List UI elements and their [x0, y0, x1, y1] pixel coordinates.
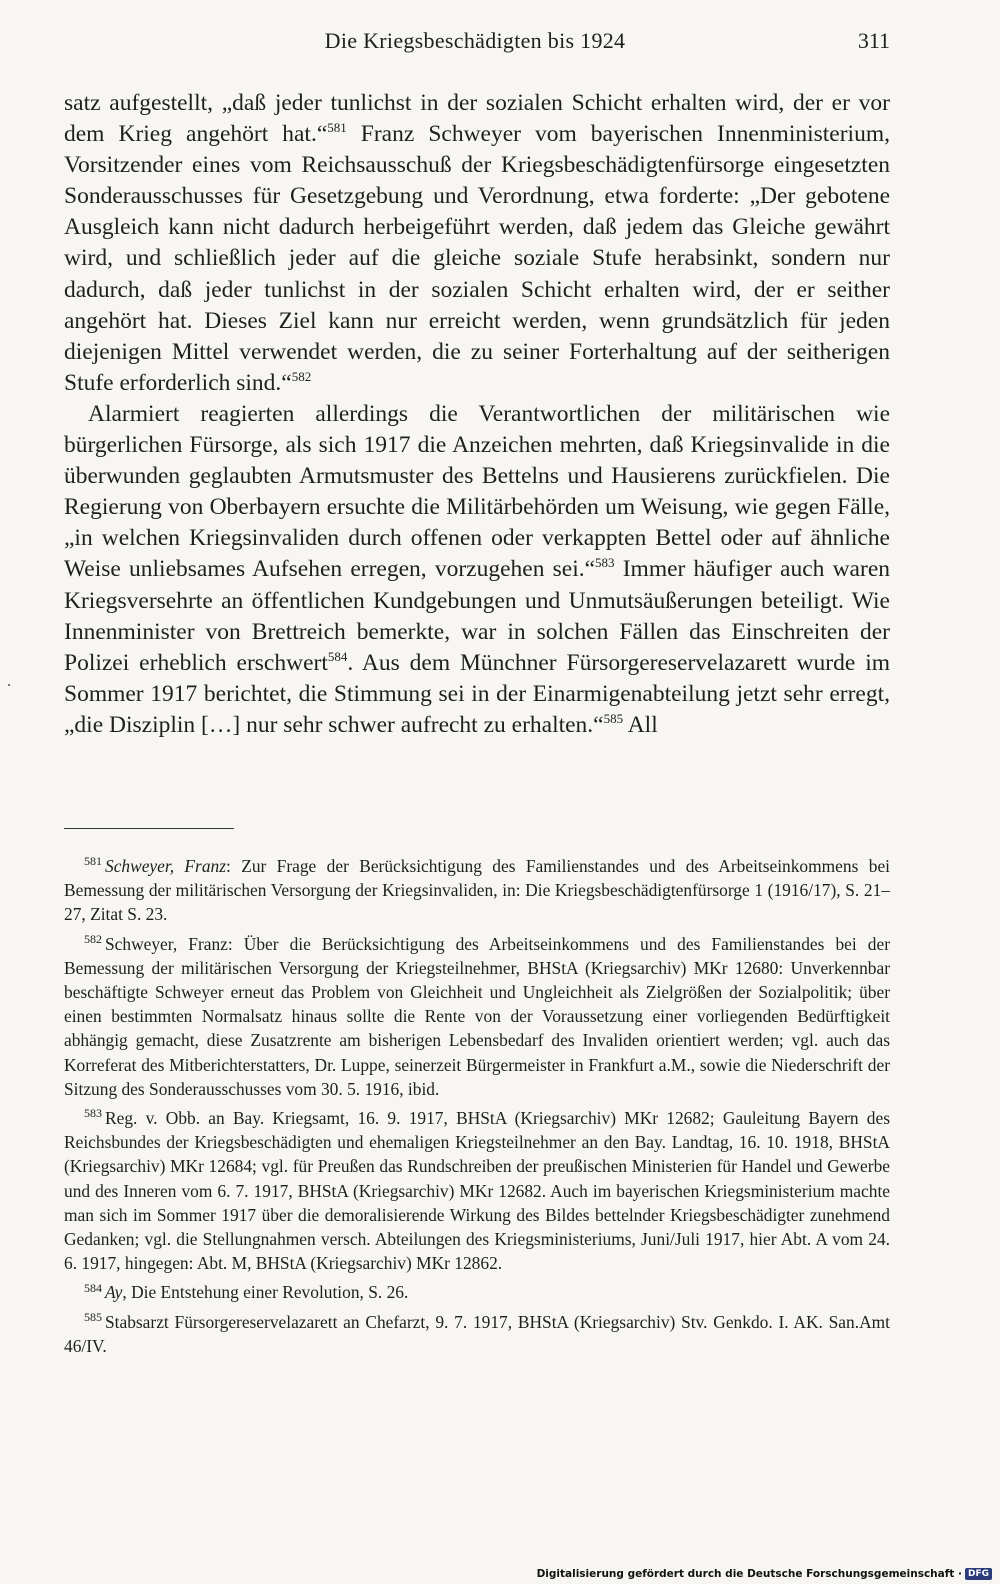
footnotes: [64, 854, 890, 1363]
footnote-ref-584: 584: [327, 648, 348, 664]
footnote-number: 583: [84, 1106, 102, 1121]
paragraph-1-part-a: satz aufgestellt, „daß jeder tunlichst in der sozialen Schicht erhalten wird, der er vor dem Krieg angehört hat.“: [64, 90, 890, 148]
footnote-text: Stabsarzt Fürsorgereservelazarett an Chefarzt, 9. 7. 1917, BHStA (Kriegsarchiv) Stv. Genkdo. I. AK. San.Amt 46/IV.: [64, 1311, 890, 1356]
footnote-583: [64, 1106, 890, 1275]
footnote-number: 584: [84, 1280, 102, 1295]
body-text: [64, 88, 890, 741]
footnote-ref-581: 581: [327, 120, 347, 136]
page-number: 311: [857, 28, 890, 53]
paragraph-2-part-a: Alarmiert reagierten allerdings die Verantwortlichen der militärischen wie bürgerlichen Fürsorge, als sich 1917 die Anzeichen mehrten, daß Kriegsinvalide in die überwunden geglaubten Armutsmuster des Bettelns und Hausierens zurückfielen. Die Regierung von Oberbayern ersuchte die Militärbehörden um Weisung, wie gegen Fälle, „in welchen Kriegsinvaliden durch offenen oder verkappten Bettel oder auf ähnliche Weise unliebsames Aufsehen erregen, vorzugehen sei.“: [64, 400, 890, 583]
paragraph-2: [64, 399, 890, 741]
footnote-number: 581: [84, 854, 102, 869]
dfg-logo-icon: DFG: [965, 1568, 992, 1580]
running-head: [60, 28, 890, 60]
scan-speck: [8, 684, 10, 686]
footnote-582: [64, 932, 890, 1101]
paragraph-2-part-c: . Aus dem Münchner Fürsorgereservelazarett wurde im Sommer 1917 berichtet, die Stimmung sei in der Einarmigenabteilung jetzt sehr erregt, „die Disziplin […] nur sehr schwer aufrecht zu erhalten.“: [64, 649, 890, 738]
credit-text: Digitalisierung gefördert durch die Deutsche Forschungsgemeinschaft ·: [536, 1568, 962, 1580]
footnote-author: Ay: [105, 1282, 123, 1303]
footnote-text: Reg. v. Obb. an Bay. Kriegsamt, 16. 9. 1917, BHStA (Kriegsarchiv) MKr 12682; Gauleitung Bayern des Reichsbundes der Kriegsbeschädigten und ehemaligen Kriegsteilnehmer an den Bay. Landtag, 16. 10. 1918, BHStA (Kriegsarchiv) MKr 12684; vgl. für Preußen das Rundschreiben der preußischen Ministerien für Handel und Gewerbe und des Inneren vom 6. 7. 1917, BHStA (Kriegsarchiv) MKr 12682. Auch im bayerischen Kriegsministerium machte man sich im Sommer 1917 über die demoralisierende Wirkung des Bildes bettelnder Kriegsbeschädigter zunehmend Gedanken; vgl. die Stellungnahmen versch. Abteilungen des Kriegsministeriums, Juni/Juli 1917, hier Abt. A vom 24. 6. 1917, hingegen: Abt. M, BHStA (Kriegsarchiv) MKr 12862.: [64, 1108, 890, 1274]
footnote-ref-585: 585: [603, 711, 624, 727]
footnote-584: [64, 1280, 890, 1304]
footnote-rule: [64, 828, 234, 829]
footnote-number: 582: [84, 931, 102, 946]
paragraph-1-part-b: Franz Schweyer vom bayerischen Innenministerium, Vorsitzender eines vom Reichsausschuß der Kriegsbeschädigtenfürsorge eingesetzten Sonderausschusses für Gesetzgebung und Verordnung, etwa forderte: „Der gebotene Ausgleich kann nicht dadurch herbeigeführt werden, daß jedem das Gleiche gewährt wird, und schließlich jeder auf die gleiche soziale Stufe herabsinkt, sondern nur dadurch, daß jeder tunlichst in der sozialen Schicht erhalten wird, der er seither angehört hat. Dieses Ziel kann nur erreicht werden, wenn grundsätzlich für jeden diejenigen Mittel verwendet werden, die zu seiner Forterhaltung auf der seitherigen Stufe erforderlich sind.“: [64, 121, 890, 396]
footnote-581: [64, 854, 890, 927]
footnote-text: : Zur Frage der Berücksichtigung des Familienstandes und des Arbeitseinkommens bei Bemessung der militärischen Versorgung der Kriegsinvaliden, in: Die Kriegsbeschädigtenfürsorge 1 (1916/17), S. 21–27, Zitat S. 23.: [64, 856, 890, 925]
running-head-title: Die Kriegsbeschädigten bis 1924: [324, 28, 626, 53]
footnote-ref-582: 582: [291, 369, 312, 385]
paragraph-2-part-b: Immer häufiger auch waren Kriegsversehrte an öffentlichen Kundgebungen und Unmutsäußerungen beteiligt. Wie Innenminister von Brettreich bemerkte, war in solchen Fällen das Einschreiten der Polizei erheblich erschwert: [64, 556, 890, 676]
paragraph-1: [64, 88, 890, 399]
footnote-text: , Die Entstehung einer Revolution, S. 26.: [122, 1282, 409, 1303]
paragraph-2-part-d: All: [623, 711, 658, 738]
footnote-text: Schweyer, Franz: Über die Berücksichtigung des Arbeitseinkommens und des Familienstandes bei der Bemessung der militärischen Versorgung der Kriegsteilnehmer, BHStA (Kriegsarchiv) MKr 12680: Unverkennbar beschäftigte Schweyer erneut das Problem von Gleichheit und Ungleichheit als Zielgrößen der Sozialpolitik; über einen bestimmten Normalsatz hinaus sollte die Rente von der Voraussetzung einer vorliegenden Bedürftigkeit abhängig gemacht, diese Zusatzrente am bisherigen Lebensbedarf des Invaliden orientiert werden; vgl. auch das Korreferat des Mitberichterstatters, Dr. Luppe, seinerzeit Bürgermeister in Frankfurt a.M., sowie die Niederschrift der Sitzung des Sonderausschusses vom 30. 5. 1916, ibid.: [64, 933, 890, 1099]
footnote-585: [64, 1310, 890, 1358]
footnote-author: Schweyer, Franz: [105, 856, 226, 876]
footnote-number: 585: [84, 1309, 102, 1324]
footnote-ref-583: 583: [595, 555, 615, 571]
digitization-credit: [537, 1568, 992, 1580]
